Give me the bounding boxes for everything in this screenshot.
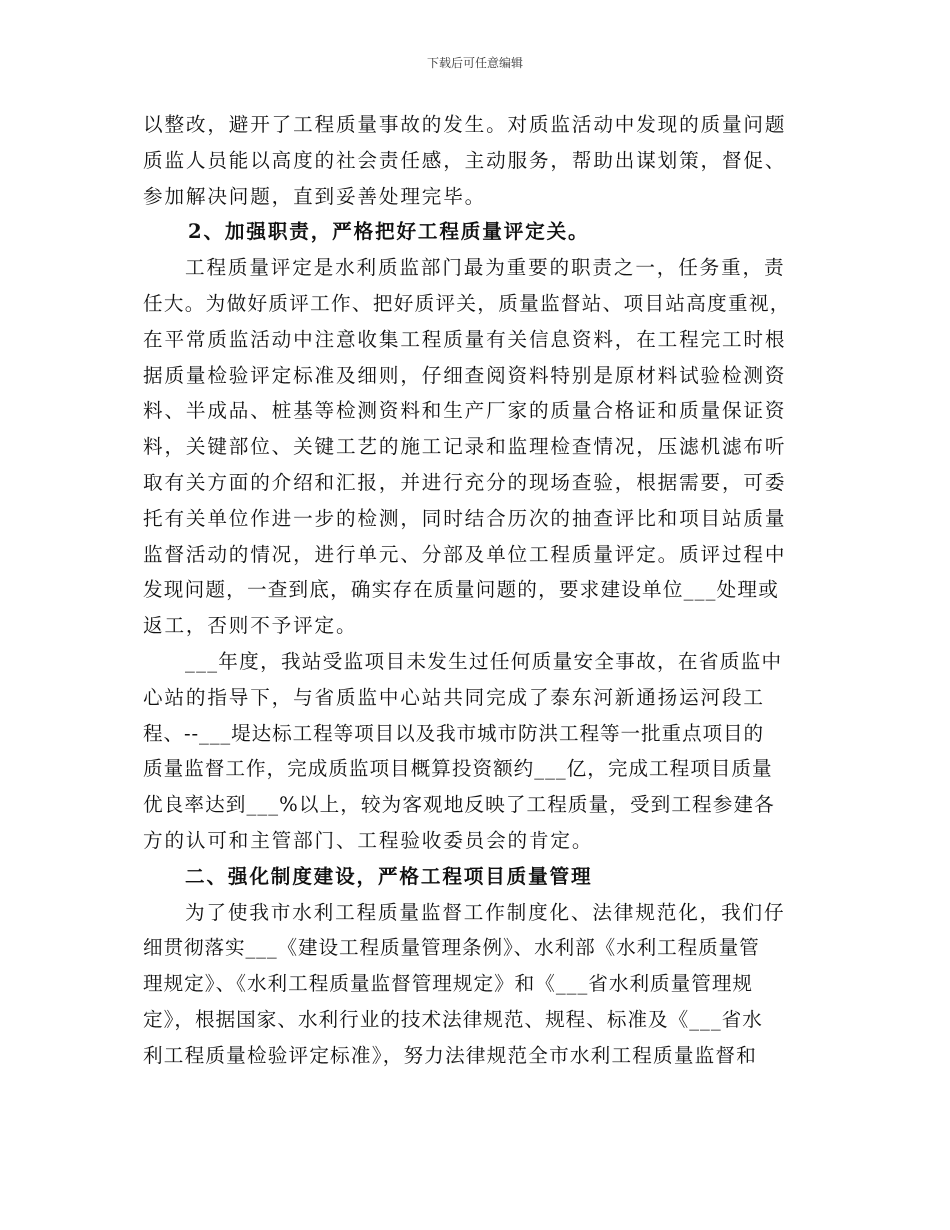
paragraph-line: 据质量检验评定标准及细则，仔细查阅资料特别是原材料试验检测资 xyxy=(143,363,787,387)
paragraph-line: 发现问题，一查到底，确实存在质量问题的，要求建设单位___处理或 xyxy=(143,578,780,602)
paragraph-line: 参加解决问题，直到妥善处理完毕。 xyxy=(143,184,487,208)
paragraph-line: 料，关键部位、关键工艺的施工记录和监理检查情况，压滤机滤布听 xyxy=(143,435,787,459)
paragraph-line: 心站的指导下，与省质监中心站共同完成了泰东河新通扬运河段工 xyxy=(143,685,765,709)
paragraph-line: 理规定》、《水利工程质量监督管理规定》和《___省水利质量管理规 xyxy=(143,972,754,996)
paragraph-line: ___年度，我站受监项目未发生过任何质量安全事故，在省质监中 xyxy=(185,649,783,673)
section-heading: 二、强化制度建设，严格工程项目质量管理 xyxy=(185,864,593,888)
paragraph-line: 返工，否则不予评定。 xyxy=(143,614,358,638)
paragraph-line: 料、半成品、桩基等检测资料和生产厂家的质量合格证和质量保证资 xyxy=(143,399,787,423)
paragraph-line: 程、--___堤达标工程等项目以及我市城市防洪工程等一批重点项目的 xyxy=(143,721,764,745)
paragraph-line: 取有关方面的介绍和汇报，并进行充分的现场查验，根据需要，可委 xyxy=(143,470,787,494)
paragraph-line: 优良率达到___%以上，较为客观地反映了工程质量，受到工程参建各 xyxy=(143,793,775,817)
paragraph-line: 在平常质监活动中注意收集工程质量有关信息资料，在工程完工时根 xyxy=(143,327,787,351)
paragraph-line: 为了使我市水利工程质量监督工作制度化、法律规范化，我们仔 xyxy=(185,900,786,924)
paragraph-line: 定》，根据国家、水利行业的技术法律规范、规程、标准及《___省水 xyxy=(143,1007,763,1031)
paragraph-line: 托有关单位作进一步的检测，同时结合历次的抽查评比和项目站质量 xyxy=(143,506,787,530)
paragraph-line: 以整改，避开了工程质量事故的发生。对质监活动中发现的质量问题 xyxy=(143,113,787,136)
document-body xyxy=(143,107,815,1074)
paragraph-line: 任大。为做好质评工作、把好质评关，质量监督站、项目站高度重视， xyxy=(143,291,791,315)
paragraph-line: 质监人员能以高度的社会责任感，主动服务，帮助出谋划策，督促、 xyxy=(143,148,787,172)
page-header: 下载后可任意编辑 xyxy=(426,56,523,70)
section-heading: 2、加强职责，严格把好工程质量评定关。 xyxy=(188,220,590,244)
paragraph-line: 监督活动的情况，进行单元、分部及单位工程质量评定。质评过程中 xyxy=(143,542,787,566)
paragraph-line: 细贯彻落实___《建设工程质量管理条例》、水利部《水利工程质量管 xyxy=(143,936,760,960)
paragraph-line: 工程质量评定是水利质监部门最为重要的职责之一，任务重，责 xyxy=(185,256,786,280)
paragraph-line: 质量监督工作，完成质监项目概算投资额约___亿，完成工程项目质量 xyxy=(143,757,773,781)
paragraph-line: 方的认可和主管部门、工程验收委员会的肯定。 xyxy=(143,828,594,852)
paragraph-line: 利工程质量检验评定标准》，努力法律规范全市水利工程质量监督和 xyxy=(143,1043,758,1067)
